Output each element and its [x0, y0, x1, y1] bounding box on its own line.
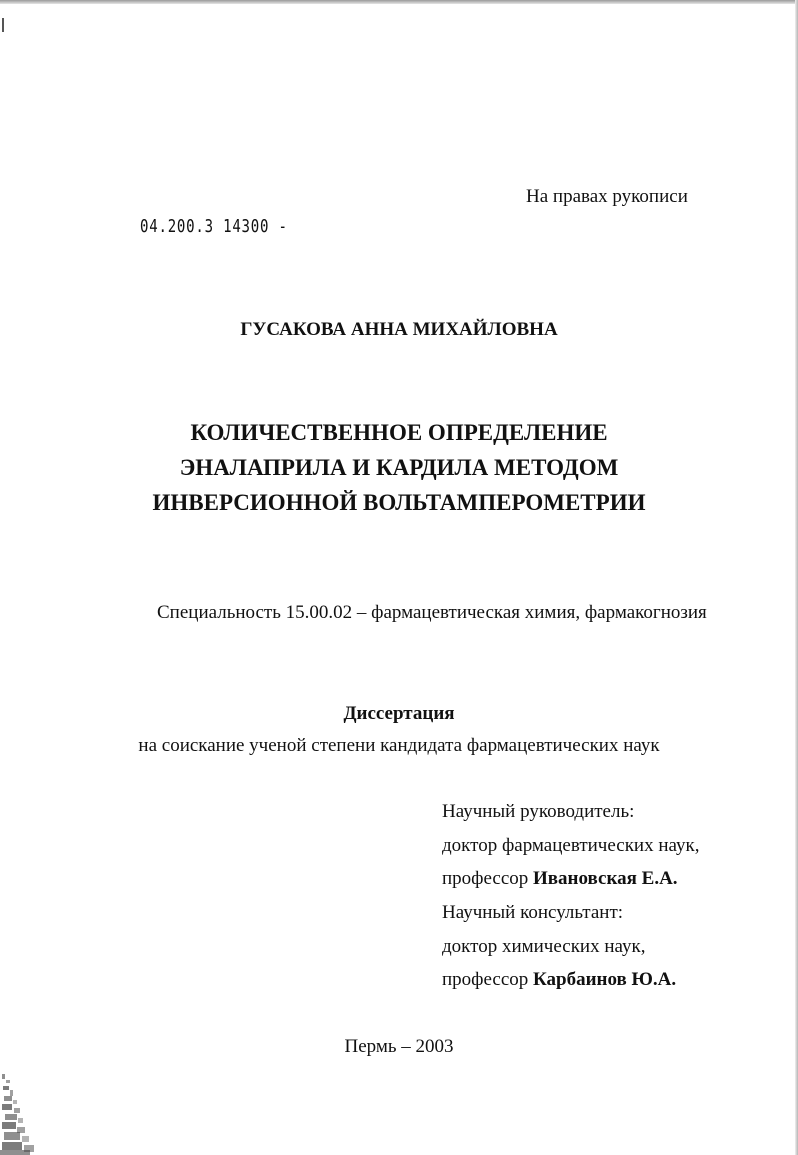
author-name: ГУСАКОВА АННА МИХАЙЛОВНА	[240, 319, 558, 340]
specialty-line: Специальность 15.00.02 – фармацевтическая химия, фармакогнозия	[157, 602, 707, 623]
supervisor-line	[442, 868, 678, 890]
supervisor-name: Ивановская Е.А.	[533, 868, 678, 889]
supervisor-degree: доктор фармацевтических наук,	[442, 835, 700, 856]
scan-noise-corner	[0, 1070, 48, 1155]
degree-line: на соискание ученой степени кандидата фармацевтических наук	[138, 735, 660, 756]
consultant-name: Карбаинов Ю.А.	[533, 969, 677, 990]
registration-number-stamp: 04.200.3 14300 -	[140, 216, 288, 237]
consultant-label: Научный консультант:	[442, 902, 624, 923]
supervisor-label: Научный руководитель:	[442, 801, 635, 822]
consultant-title: профессор	[442, 969, 529, 990]
title-line-1: КОЛИЧЕСТВЕННОЕ ОПРЕДЕЛЕНИЕ	[190, 420, 608, 445]
consultant-degree: доктор химических наук,	[442, 936, 646, 957]
supervisor-title: профессор	[442, 868, 529, 889]
dissertation-label: Диссертация	[343, 703, 455, 724]
title-line-2: ЭНАЛАПРИЛА И КАРДИЛА МЕТОДОМ	[179, 455, 619, 480]
scan-border-top	[0, 0, 798, 4]
city-year: Пермь – 2003	[344, 1036, 454, 1057]
title-line-3: ИНВЕРСИОННОЙ ВОЛЬТАМПЕРОМЕТРИИ	[152, 490, 646, 515]
scan-mark	[2, 18, 4, 32]
rights-note: На правах рукописи	[526, 186, 688, 207]
consultant-line	[442, 969, 676, 991]
